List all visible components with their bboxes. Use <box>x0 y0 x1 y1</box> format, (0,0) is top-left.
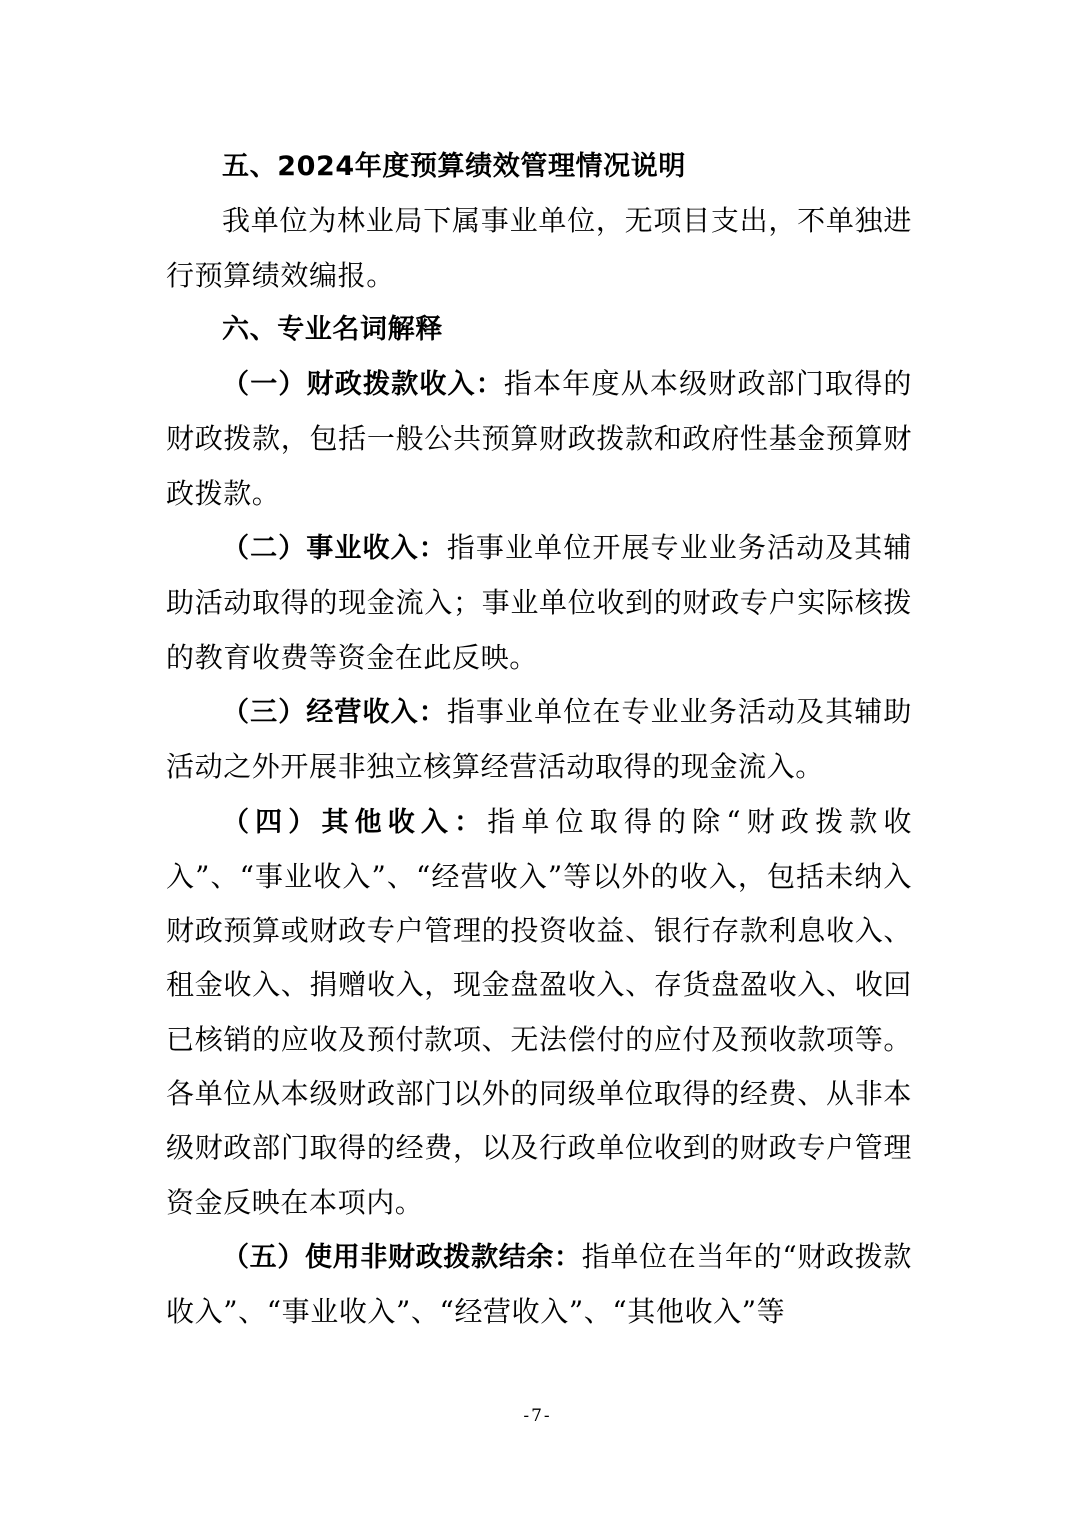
document-body <box>166 140 912 1340</box>
section-5-paragraph: 我单位为林业局下属事业单位，无项目支出，不单独进行预算绩效编报。 <box>166 204 912 292</box>
term-label: （五）使用非财政拨款结余： <box>222 1241 582 1273</box>
term-definition <box>166 685 912 795</box>
term-label: （一）财政拨款收入： <box>222 369 504 401</box>
term-text: 指本年度从本级财政部门取得的财政拨款，包括一般公共预算财政拨款和政府性基金预算财政拨款。 <box>166 367 913 510</box>
term-label: （二）事业收入： <box>222 533 447 565</box>
section-6-heading: 六、专业名词解释 <box>222 313 443 345</box>
page-number: -7- <box>523 1406 552 1426</box>
term-definition <box>166 521 912 685</box>
term-definition <box>166 1230 912 1340</box>
term-label: （四）其他收入： <box>222 806 488 838</box>
term-label: （三）经营收入： <box>222 696 447 728</box>
term-definition <box>166 795 912 1230</box>
section-5-heading: 五、2024年度预算绩效管理情况说明 <box>222 151 686 182</box>
term-text: 指单位在当年的“财政拨款收入”、“事业收入”、“经营收入”、“其他收入”等 <box>166 1239 912 1329</box>
term-text: 指单位取得的除“财政拨款收入”、“事业收入”、“经营收入”等以外的收入，包括未纳入财政预算或财政专户管理的投资收益、银行存款利息收入、租金收入、捐赠收入，现金盘盈收入、存货盘盈收入、收回已核销的应收及预付款项、无法偿付的应付及预收款项等。各单位从本级财政部门以外的同级单位取得的经费、从非本级财政部门取得的经费，以及行政单位收到的财政专户管理资金反映在本项内。 <box>166 804 912 1219</box>
term-text: 指事业单位在专业业务活动及其辅助活动之外开展非独立核算经营活动取得的现金流入。 <box>166 694 912 784</box>
term-text: 指事业单位开展专业业务活动及其辅助活动取得的现金流入；事业单位收到的财政专户实际核拨的教育收费等资金在此反映。 <box>166 531 912 674</box>
term-definition <box>166 357 912 521</box>
